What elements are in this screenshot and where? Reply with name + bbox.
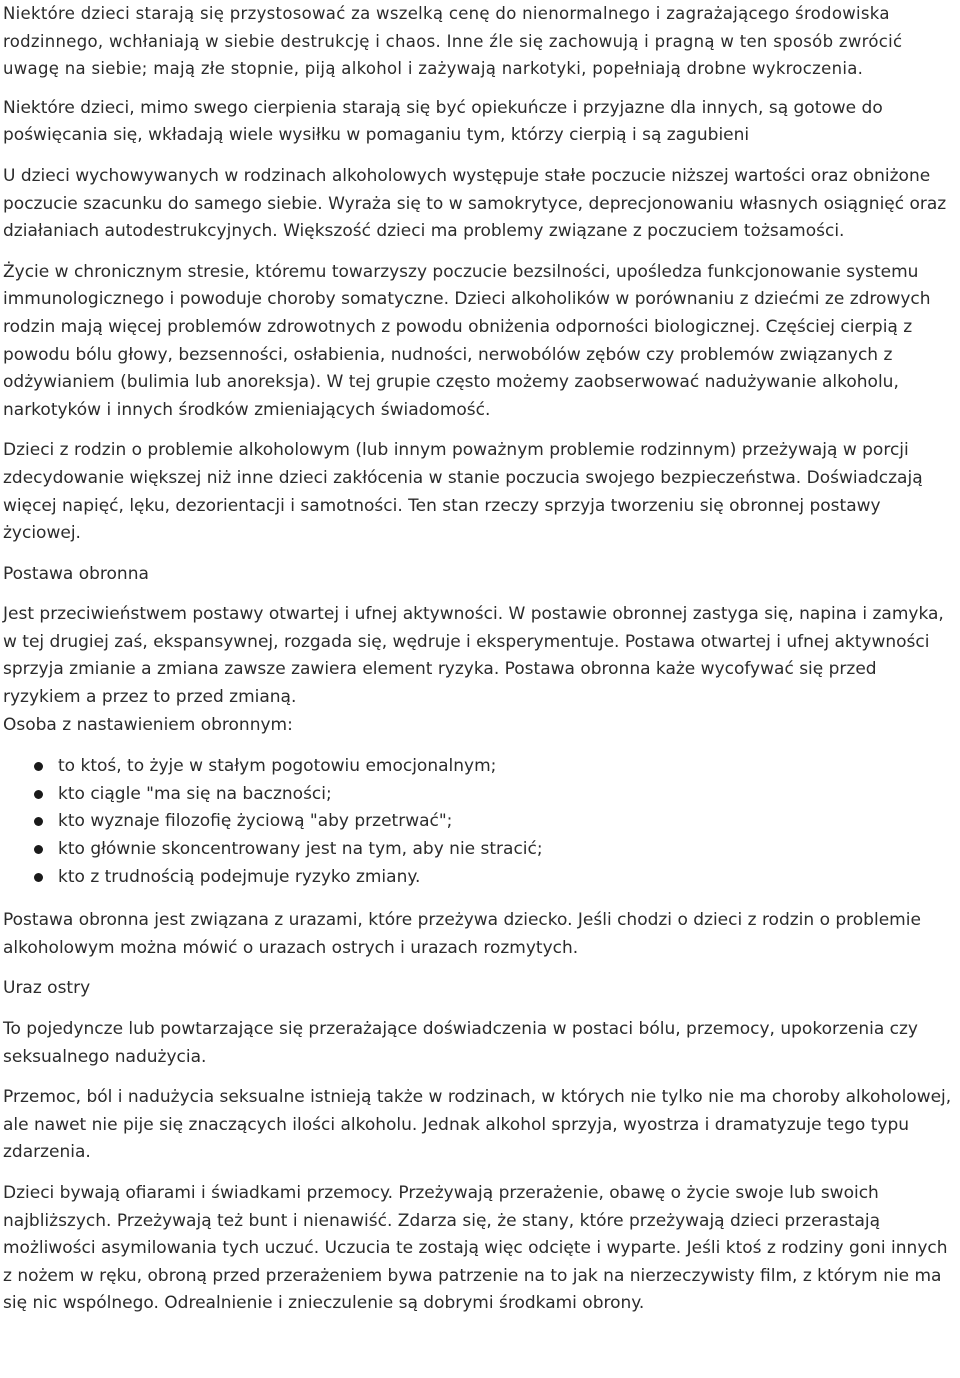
paragraph-adaptation: Niektóre dzieci starają się przystosować za wszelką cenę do nienormalnego i zagrażającego środowiska rodzinnego, wchłaniają w siebie destrukcję i chaos. Inne źle się zachowują i pragną w ten sposób zwrócić uwagę na siebie; mają złe stopnie, piją alkohol i zażywają narkotyki, popełniają drobne wykroczenia. (3, 4, 903, 79)
paragraph-caregiving: Niektóre dzieci, mimo swego cierpienia starają się być opiekuńcze i przyjazne dla innych, są gotowe do poświęcania się, wkładają wiele wysiłku w pomaganiu tym, którzy cierpią i są zagubieni (3, 97, 883, 146)
paragraph-acute-trauma-definition: To pojedyncze lub powtarzające się przerażające doświadczenia w postaci bólu, przemocy, upokorzenia czy seksualnego nadużycia. (3, 1019, 918, 1067)
list-item: kto z trudnością podejmuje ryzyko zmiany. (3, 864, 958, 892)
list-item: kto głównie skoncentrowany jest na tym, aby nie stracić; (3, 836, 958, 864)
paragraph-safety: Dzieci z rodzin o problemie alkoholowym (lub innym poważnym problemie rodzinnym) przeżywają w porcji zdecydowanie większej niż inne dzieci zakłócenia w stanie poczucia swojego bezpieczeństwa. Doświadczają więcej napięć, lęku, dezorientacji i samotności. Ten stan rzeczy sprzyja tworzeniu się obronnej postawy życiowej. (3, 440, 923, 544)
paragraph-trauma-types: Postawa obronna jest związana z urazami, które przeżywa dziecko. Jeśli chodzi o dzieci z rodzin o problemie alkoholowym można mówić o urazach ostrych i urazach rozmytych. (3, 910, 921, 958)
section-heading-defensive-attitude: Postawa obronna (3, 563, 149, 584)
section-heading-acute-trauma: Uraz ostry (3, 978, 91, 999)
paragraph-victims: Dzieci bywają ofiarami i świadkami przemocy. Przeżywają przerażenie, obawę o życie swoje lub swoich najbliższych. Przeżywają też bunt i nienawiść. Zdarza się, że stany, które przeżywają dzieci przerastają możliwości asymilowania tych uczuć. Uczucia te zostają więc odcięte i wyparte. Jeśli ktoś z rodziny goni innych z nożem w ręku, obroną przed przerażeniem bywa patrzenie na to jak na nierzeczywisty film, z którym nie ma się nic wspólnego. Odrealnienie i znieczulenie są dobrymi środkami obrony. (3, 1182, 948, 1314)
paragraph-self-worth: U dzieci wychowywanych w rodzinach alkoholowych występuje stałe poczucie niższej wartości oraz obniżone poczucie szacunku do samego siebie. Wyraża się to w samokrytyce, deprecjonowaniu własnych osiągnięć oraz działaniach autodestrukcyjnych. Większość dzieci ma problemy związane z poczuciem tożsamości. (3, 165, 947, 242)
bullet-list-intro: Osoba z nastawieniem obronnym: (3, 714, 293, 735)
list-item: kto wyznaje filozofię życiową "aby przetrwać"; (3, 808, 958, 836)
paragraph-chronic-stress: Życie w chronicznym stresie, któremu towarzyszy poczucie bezsilności, upośledza funkcjonowanie systemu immunologicznego i powoduje choroby somatyczne. Dzieci alkoholików w porównaniu z dziećmi ze zdrowych rodzin mają więcej problemów zdrowotnych z powodu obniżenia odporności biologicznej. Częściej cierpią z powodu bólu głowy, bezsenności, osłabienia, nudności, nerwobólów zębów czy problemów związanych z odżywianiem (bulimia lub anoreksja). W tej grupie często możemy zaobserwować nadużywanie alkoholu, narkotyków i innych środków zmieniających świadomość. (3, 261, 931, 420)
paragraph-defensive-attitude: Jest przeciwieństwem postawy otwartej i ufnej aktywności. W postawie obronnej zastyga się, napina i zamyka, w tej drugiej zaś, ekspansywnej, rozgada się, wędruje i eksperymentuje. Postawa otwartej i ufnej aktywności sprzyja zmianie a zmiana zawsze zawiera element ryzyka. Postawa obronna każe wycofywać się przed ryzykiem a przez to przed zmianą. (3, 604, 944, 708)
list-item: kto ciągle "ma się na baczności; (3, 781, 958, 809)
list-item: to ktoś, to żyje w stałym pogotowiu emocjonalnym; (3, 753, 958, 781)
defensive-traits-list (3, 753, 958, 891)
paragraph-violence: Przemoc, ból i nadużycia seksualne istnieją także w rodzinach, w których nie tylko nie ma choroby alkoholowej, ale nawet nie pije się znaczących ilości alkoholu. Jednak alkohol sprzyja, wyostrza i dramatyzuje tego typu zdarzenia. (3, 1087, 952, 1163)
